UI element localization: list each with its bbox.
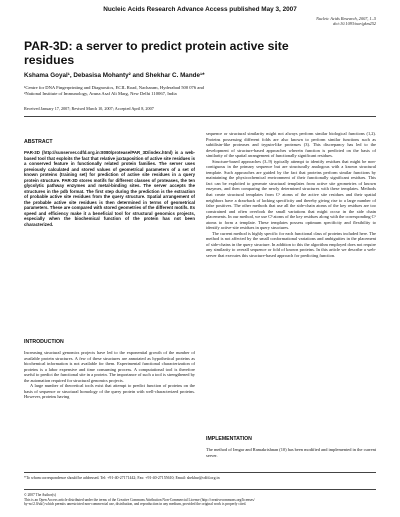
footnote-text: *To whom correspondence should be addressed. Tel: +91-40-27171442; Fax: +91-40-27155610; Email: shekhar@cdfd.org.in	[24, 476, 220, 480]
journal-doi: doi:10.1093/nar/gkm252	[333, 21, 376, 27]
intro-paragraph-1: Increasing structural genomics projects have led to the exponential growth of the number of available protein structures. A few of these structures are annotated as hypothetical proteins as biochemical information is not available for them. Experimental functional characterization of proteins is a labor expensive and time consuming process. A computational tool is therefore useful to predict the functional site in a protein. The importance of such a tool is strengthened by the automation required for structural genomics projects.	[24, 350, 195, 383]
right-paragraph-1: sequence or structural similarity might not always perform similar biological functions (1,2). Proteins possessing different folds are also known to perform similar functions such as subtilisin-like proteases and trypsin-like proteases (3). This discrepancy has led to the development of structure-based approaches wherein function is predicted on the basis of similarity of the spatial arrangement of functionally significant residues.	[206, 131, 376, 159]
author-list: Kshama Goyal¹, Debasisa Mohanty² and Shekhar C. Mande¹*	[24, 72, 205, 79]
paper-title: PAR-3D: a server to predict protein active site residues	[24, 39, 289, 67]
intro-paragraph-2: A large number of theoretical tools exist that attempt to predict function of proteins on the basis of sequence or structural homology of the query protein with well-characterized proteins. However, proteins having	[24, 383, 195, 400]
abstract-heading: ABSTRACT	[24, 139, 53, 145]
implementation-paragraph: The method of Iengar and Ramakrishnan (10) has been modified and implemented in the current server.	[206, 447, 376, 458]
affiliations	[24, 85, 204, 97]
advance-access-banner: Nucleic Acids Research Advance Access published May 3, 2007	[103, 6, 297, 13]
abstract-text: PAR-3D (http://sunserver.cdfd.org.in:8080/protease/PAR_3D/index.html) is a web-based tool that exploits the fact that relative juxtaposition of active site residues is a conserved feature in functionally related protein families. The server uses previously calculated and stored values of geometrical parameters of a set of known proteins (training set) for prediction of active site residues in a query protein structure. PAR-3D stores motifs for different classes of proteases, the ten glycolytic pathway enzymes and metal-binding sites. The server accepts the structures in the pdb format. The first step during the prediction is the extraction of probable active site residues from the query structure. Spatial arrangement of the probable active site residues is then determined in terms of geometrical parameters. These are compared with stored geometries of the different motifs. Its speed and efficiency make it a beneficial tool for structural genomics projects, especially when the biochemical function of the protein has not been characterized.	[24, 150, 195, 227]
copyright-block	[24, 493, 376, 507]
right-paragraph-3: The current method is highly specific for each functional class of proteins included here. The method is not affected by the small conformational variations and ambiguities in the placement of side-chains in the query structure. In addition to this the algorithm employed does not require any similarity to overall sequence or fold of known proteins. In this article we describe a web-server that executes this structure-based approach for predicting function.	[206, 230, 376, 259]
right-column-body	[206, 131, 376, 259]
introduction-body	[24, 350, 195, 400]
received-dates: Received January 17, 2007; Revised March 10, 2007; Accepted April 8, 2007	[24, 106, 154, 111]
header-divider	[24, 116, 376, 117]
copyright-line-2: This is an Open Access article distributed under the terms of the Creative Commons Attribution Non-Commercial License (http://creativecommons.org/licenses/	[24, 497, 255, 502]
introduction-heading: INTRODUCTION	[24, 339, 64, 345]
copyright-line-1: © 2007 The Author(s)	[24, 493, 56, 497]
affiliation-1: ¹Centre for DNA Fingerprinting and Diagnostics, ECIL Road, Nacharam, Hyderabad 500 076 and	[24, 85, 204, 90]
right-paragraph-2: Structure-based approaches (3–9) typically attempt to identify residues that might be non-contiguous in the primary sequence but are structurally analogous with a known structural template. Such approaches are guided by the fact that proteins perform similar functions by maintaining the physicochemical environment of their functionally significant residues. This fact can be exploited to generate structural templates from active site geometries of known enzymes, and then comparing the newly determined structures with these templates. Methods that create structural templates from Cᵅ atoms of the active site residues and their spatial neighbors have a drawback of lacking specificity and thereby giving rise to a large number of false positives. The other methods that use all the side-chain atoms of the key residues are too constrained and often overlook the small variations that might occur in the side chain placements. In our method, we use Cᵝ atoms of the key residues along with the corresponding Cᵅ atoms to form a template. These templates possess optimum specificity and flexibility to identify active-site residues in query structures.	[206, 158, 376, 231]
journal-citation	[316, 16, 376, 27]
copyright-line-3: by-nc/2.0/uk/) which permits unrestricted non-commercial use, distribution, and reproduction in any medium, provided the original work is properly cited.	[24, 502, 247, 506]
implementation-heading: IMPLEMENTATION	[206, 436, 252, 442]
journal-line-1: Nucleic Acids Research, 2007, 1–5	[316, 16, 376, 21]
correspondence-footnote	[24, 476, 376, 481]
affiliation-2: ²National Institute of Immunology, Aruna Asaf Ali Marg, New Delhi 110067, India	[24, 90, 177, 96]
footnote-divider	[24, 472, 376, 473]
copyright-divider	[24, 489, 376, 490]
